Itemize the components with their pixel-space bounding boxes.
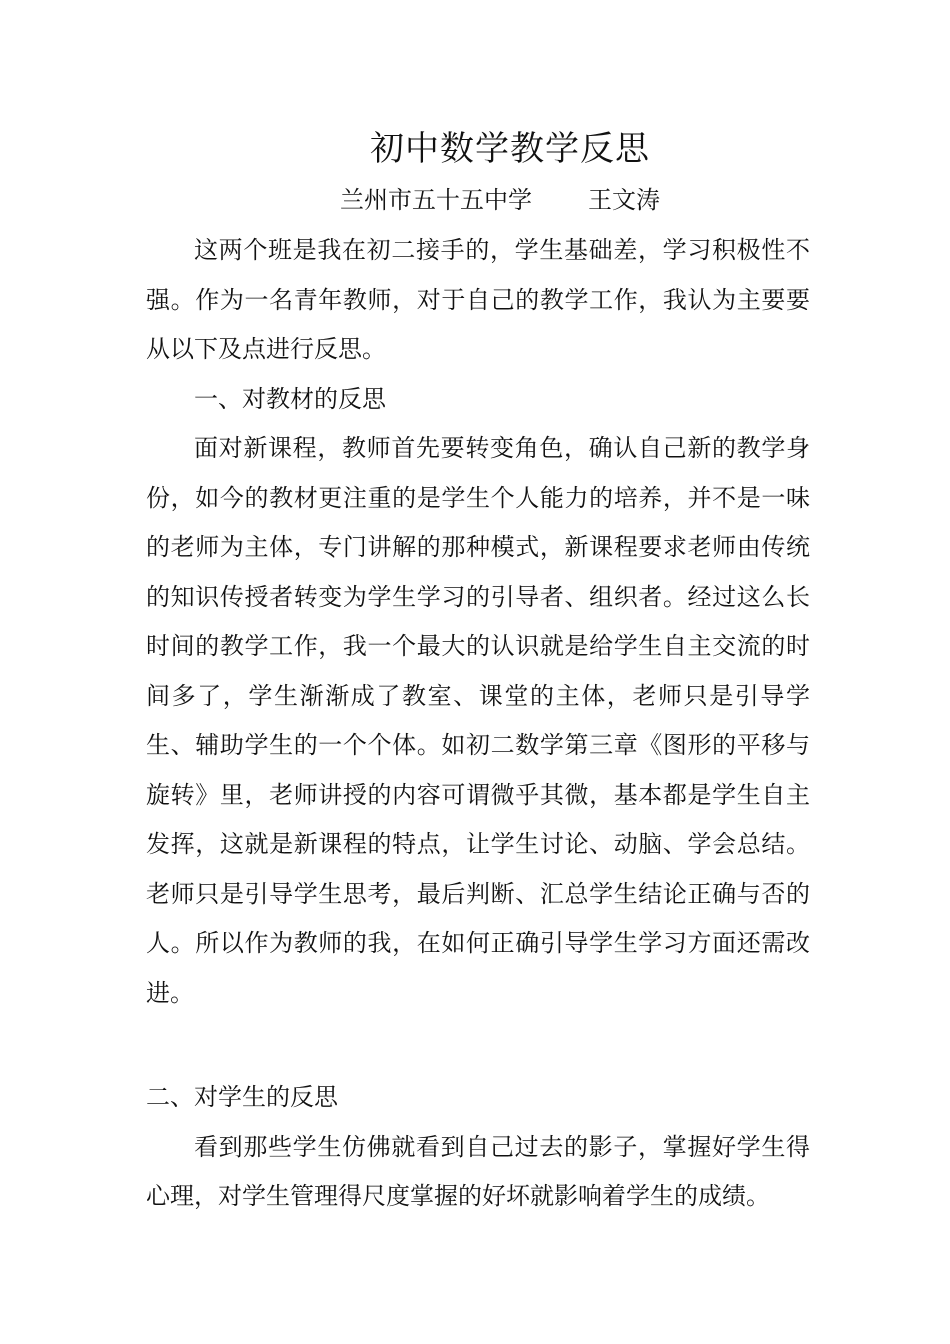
section-paragraph-textbook: 面对新课程，教师首先要转变角色，确认自己新的教学身份，如今的教材更注重的是学生个人能力的培养，并不是一味的老师为主体，专门讲解的那种模式，新课程要求老师由传统的知识传授者转变为学生学习的引导者、组织者。经过这么长时间的教学工作，我一个最大的认识就是给学生自主交流的时间多了，学生渐渐成了教室、课堂的主体，老师只是引导学生、辅助学生的一个个体。如初二数学第三章《图形的平移与旋转》里，老师讲授的内容可谓微乎其微，基本都是学生自主发挥，这就是新课程的特点，让学生讨论、动脑、学会总结。老师只是引导学生思考，最后判断、汇总学生结论正确与否的人。所以作为教师的我，在如何正确引导学生学习方面还需改进。 xyxy=(146,434,810,1007)
school-name: 兰州市五十五中学 xyxy=(340,186,532,214)
body-block-students xyxy=(146,1073,810,1222)
document-title: 初中数学教学反思 xyxy=(370,129,650,169)
author-name: 王文涛 xyxy=(588,186,660,214)
intro-paragraph: 这两个班是我在初二接手的，学生基础差，学习积极性不强。作为一名青年教师，对于自己的教学工作，我认为主要要从以下及点进行反思。 xyxy=(146,236,810,363)
byline xyxy=(0,180,950,220)
section-heading-students: 二、对学生的反思 xyxy=(146,1083,338,1111)
section-paragraph-students: 看到那些学生仿佛就看到自己过去的影子，掌握好学生得心理，对学生管理得尺度掌握的好坏就影响着学生的成绩。 xyxy=(146,1132,810,1210)
body-block-main xyxy=(146,226,810,1018)
section-heading-textbook: 一、对教材的反思 xyxy=(194,384,386,413)
